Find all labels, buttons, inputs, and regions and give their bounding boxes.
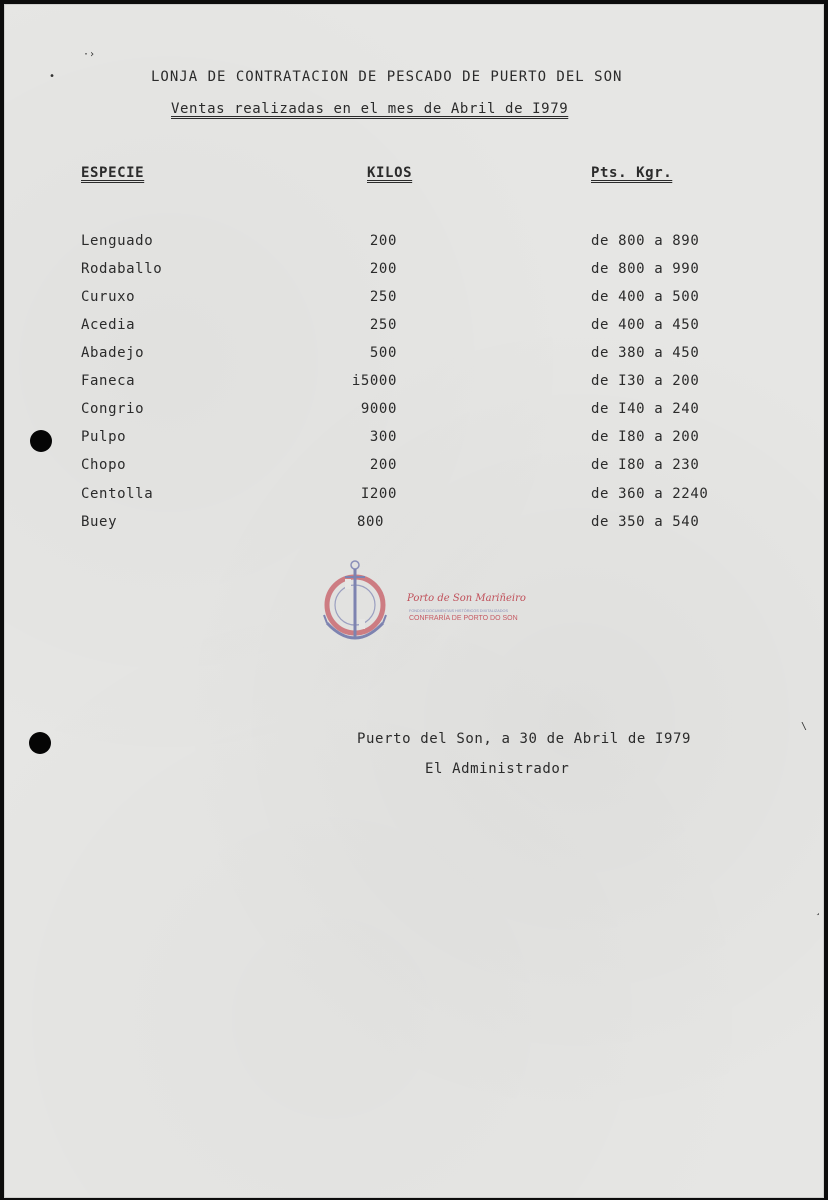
kilos-value: 800 [357,514,385,530]
document-title: LONJA DE CONTRATACION DE PESCADO DE PUERTO DEL SON [151,69,623,85]
place-date: Puerto del Son, a 30 de Abril de I979 [357,731,692,747]
kilos-value: 200 [369,233,397,249]
kilos-value: 500 [369,345,397,361]
price-range: de 350 a 540 [591,514,700,530]
price-range: de 360 a 2240 [591,486,709,502]
price-range: de 400 a 450 [591,317,700,333]
price-range: de I40 a 240 [591,401,700,417]
document-page [4,4,824,1198]
anchor-lifebuoy-icon [323,557,407,651]
kilos-value: i5000 [351,373,397,389]
species-name: Congrio [81,401,145,417]
species-name: Buey [81,514,118,530]
price-range: de I30 a 200 [591,373,700,389]
kilos-value: I200 [360,486,397,502]
kilos-value: 250 [369,289,397,305]
kilos-value: 250 [369,317,397,333]
price-range: de 800 a 990 [591,261,700,277]
stamp-title: Porto de Son Mariñeiro [407,593,526,604]
price-range: de 800 a 890 [591,233,700,249]
stray-mark: ¸ [815,905,822,916]
column-header-especie: ESPECIE [81,165,145,181]
price-range: de I80 a 230 [591,457,700,473]
kilos-value: 300 [369,429,397,445]
stamp-organization: CONFRARÍA DE PORTO DO SON [409,615,518,622]
stamp-caption: FONDOS DOCUMENTAIS HISTÓRICOS DIXITALIZADOS [409,609,509,613]
species-name: Acedia [81,317,136,333]
column-header-kilos: KILOS [367,165,413,181]
species-name: Faneca [81,373,136,389]
stray-mark: • [49,71,56,82]
species-name: Centolla [81,486,154,502]
punch-hole [30,430,52,452]
price-range: de 380 a 450 [591,345,700,361]
species-name: Pulpo [81,429,127,445]
species-name: Abadejo [81,345,145,361]
kilos-value: 200 [369,457,397,473]
stray-mark: ·› [83,49,96,60]
document-subtitle: Ventas realizadas en el mes de Abril de I979 [171,101,569,117]
signer-title: El Administrador [425,761,570,777]
archive-stamp [323,557,526,651]
price-range: de 400 a 500 [591,289,700,305]
kilos-value: 200 [369,261,397,277]
species-name: Curuxo [81,289,136,305]
species-name: Lenguado [81,233,154,249]
punch-hole [29,732,51,754]
species-name: Rodaballo [81,261,163,277]
price-range: de I80 a 200 [591,429,700,445]
species-name: Chopo [81,457,127,473]
kilos-value: 9000 [360,401,397,417]
stray-mark: \ [801,721,808,732]
column-header-precio: Pts. Kgr. [591,165,673,181]
